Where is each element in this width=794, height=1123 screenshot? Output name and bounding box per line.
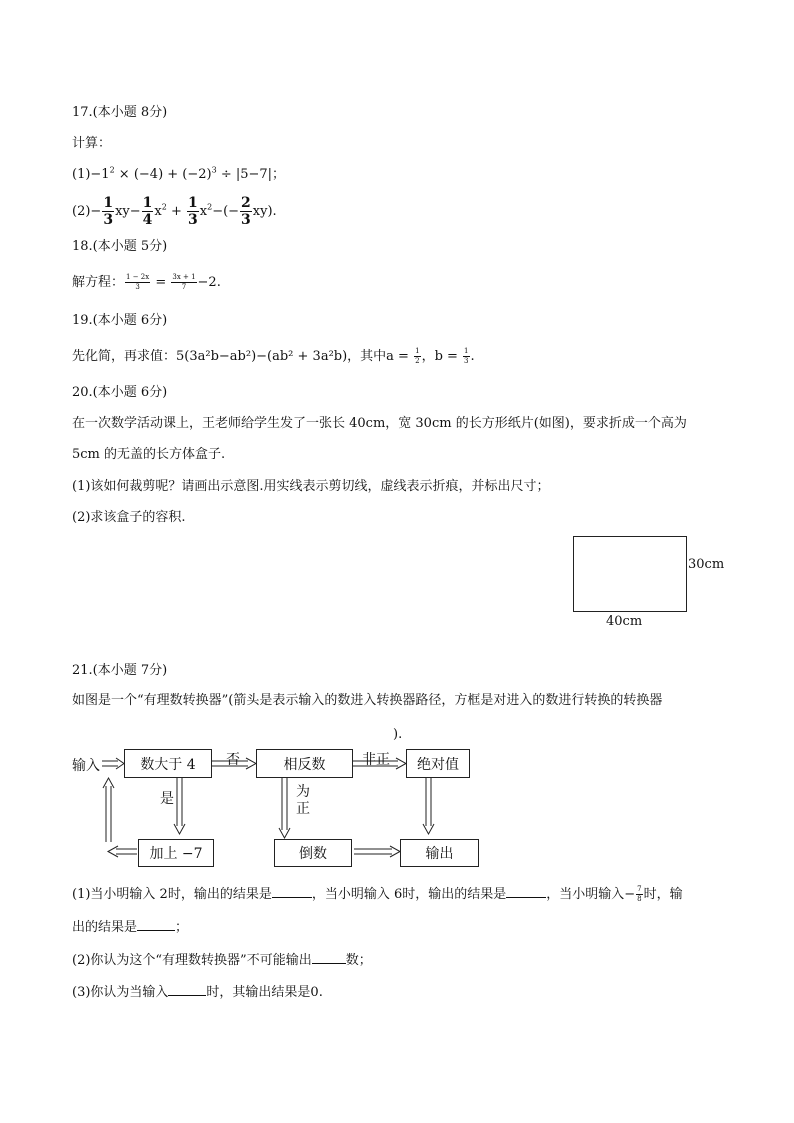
q21-sub1-line1: (1)当小明输入 2时，输出的结果是 ，当小明输入 6时，输出的结果是 ，当小明输入− $\frac{7}{8}$ 时，输 bbox=[72, 885, 683, 903]
q21-text-line1: 如图是一个“有理数转换器”(箭头是表示输入的数进入转换器路径，方框是对进入的数进行转换的转换器 bbox=[72, 693, 663, 708]
flow-box-greater-than-4: 数大于 4 bbox=[124, 749, 212, 778]
q17-heading: 17.(本小题 8分) bbox=[72, 105, 168, 120]
flow-is-positive-label: 为正 bbox=[296, 784, 310, 817]
flow-yes-label: 是 bbox=[160, 791, 174, 807]
q20-text-line2: 5cm 的无盖的长方体盒子. bbox=[72, 447, 226, 462]
q20-text-line1: 在一次数学活动课上，王老师给学生发了一张长 40cm，宽 30cm 的长方形纸片(如图)，要求折成一个高为 bbox=[72, 416, 687, 431]
q19-heading: 19.(本小题 6分) bbox=[72, 313, 168, 328]
q21-sub1-line2: 出的结果是 ； bbox=[72, 920, 189, 935]
q21-sub2: (2)你认为这个“有理数转换器”不可能输出 数； bbox=[72, 953, 372, 968]
flow-box-output: 输出 bbox=[400, 839, 479, 867]
q21-text-end: ). bbox=[393, 727, 403, 742]
q21-sub3: (3)你认为当输入 时，其输出结果是0. bbox=[72, 985, 323, 1000]
flow-box-absolute: 绝对值 bbox=[406, 749, 470, 778]
q20-heading: 20.(本小题 6分) bbox=[72, 385, 168, 400]
flow-input-label: 输入 bbox=[72, 758, 100, 774]
q20-sub1: (1)该如何裁剪呢？请画出示意图.用实线表示剪切线，虚线表示折痕，并标出尺寸； bbox=[72, 479, 550, 494]
flow-box-add-minus-7: 加上 −7 bbox=[138, 839, 214, 867]
flow-box-opposite: 相反数 bbox=[256, 749, 353, 778]
q17-instruction: 计算： bbox=[72, 136, 112, 151]
paper-width-label: 40cm bbox=[606, 614, 643, 629]
q20-sub2: (2)求该盒子的容积. bbox=[72, 510, 186, 525]
q18-equation: 解方程： $\frac{1 - 2x}{3}$ = $\frac{3x + 1}{7}$ −2. bbox=[72, 273, 221, 291]
q17-part2: (2)− $\frac{1}{3}$ xy− $\frac{1}{4}$ $x^2$ + $\frac{1}{3}$ $x^2-(-$ $\frac{2}{3}$ xy). bbox=[72, 195, 277, 228]
flow-no-label: 否 bbox=[226, 752, 240, 768]
q19-problem: 先化简，再求值：5(3a²b−ab²)−(ab² + 3a²b)，其中a = $\frac{1}{2}$ ，b = $\frac{1}{3}$ . bbox=[72, 347, 475, 365]
q17-part1: $(1)-1^2 \times (-4) + (-2)^3 \div |5-7|$； bbox=[72, 165, 286, 182]
q21-heading: 21.(本小题 7分) bbox=[72, 663, 168, 678]
flow-not-positive-label: 非正 bbox=[362, 752, 390, 768]
paper-height-label: 30cm bbox=[688, 557, 725, 572]
q18-heading: 18.(本小题 5分) bbox=[72, 239, 168, 254]
flow-box-reciprocal: 倒数 bbox=[274, 839, 352, 867]
